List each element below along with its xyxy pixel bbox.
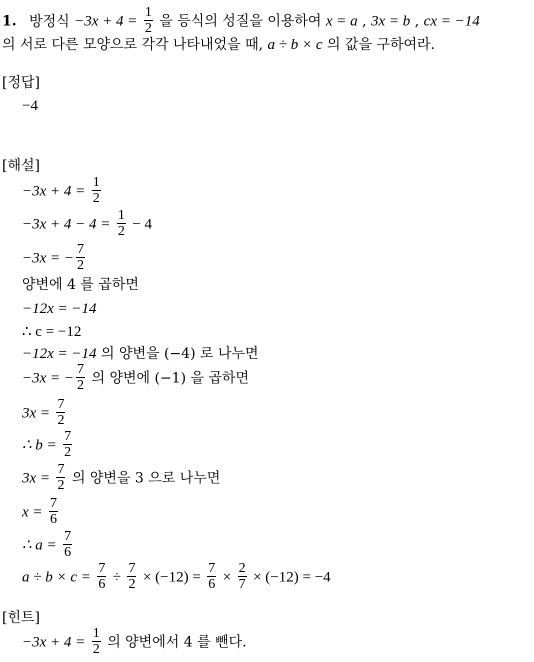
solution-label: [해설] bbox=[2, 158, 40, 174]
comma-1: , bbox=[362, 13, 367, 30]
hint-text: −3x + 4 = $\frac{1}{2}$ 의 양변에서 4 를 뺀다. bbox=[22, 626, 247, 657]
solution-step-3: −3x = − $\frac{7}{2}$ bbox=[22, 242, 85, 273]
problem-intro: 방정식 bbox=[29, 13, 70, 30]
problem-line2-end: 의 값을 구하여라. bbox=[326, 37, 436, 53]
solution-step-10: ∴ b = $\frac{7}{2}$ bbox=[22, 429, 72, 460]
comma-2: , bbox=[414, 13, 420, 30]
solution-step-1: −3x + 4 = $\frac{1}{2}$ bbox=[22, 175, 100, 206]
condition-3: cx = −14 bbox=[423, 13, 480, 30]
answer-value: −4 bbox=[22, 98, 38, 114]
solution-step-11: 3x = $\frac{7}{2}$ 의 양변을 3 으로 나누면 bbox=[22, 462, 221, 493]
solution-step-4: 양변에 4 를 곱하면 bbox=[22, 277, 139, 293]
hint-label: [힌트] bbox=[2, 610, 40, 626]
problem-line-1 bbox=[2, 6, 480, 37]
answer-label: [정답] bbox=[2, 75, 40, 91]
solution-step-6: ∴ c = −12 bbox=[22, 324, 82, 340]
problem-line2-text: 의 서로 다른 모양으로 각각 나타내었을 때, bbox=[2, 37, 264, 53]
condition-2: 3x = b bbox=[371, 13, 411, 30]
condition-1: x = a bbox=[325, 13, 358, 30]
solution-step-13: ∴ a = $\frac{7}{6}$ bbox=[22, 529, 72, 560]
problem-line-2 bbox=[2, 38, 435, 53]
solution-step-7: −12x = −14 의 양변을 (−4) 로 나누면 bbox=[22, 346, 259, 362]
solution-step-9: 3x = $\frac{7}{2}$ bbox=[22, 397, 65, 428]
problem-fraction: $\frac{1}{2}$ bbox=[144, 5, 152, 36]
solution-step-8: −3x = − $\frac{7}{2}$ 의 양변에 (−1) 을 곱하면 bbox=[22, 362, 250, 393]
solution-step-12: x = $\frac{7}{6}$ bbox=[22, 496, 57, 527]
solution-step-5: −12x = −14 bbox=[22, 301, 97, 317]
problem-equation-left: −3x + 4 = bbox=[74, 13, 138, 30]
problem-text: 을 등식의 성질을 이용하여 bbox=[159, 13, 322, 30]
solution-step-2: −3x + 4 − 4 = $\frac{1}{2}$ − 4 bbox=[22, 208, 153, 239]
solution-step-14: a ÷ b × c = $\frac{7}{6}$ ÷ $\frac{7}{2}$ × (−12) = $\frac{7}{6}$ × $\frac{2}{7}$ × (−12) = −4 bbox=[22, 561, 331, 592]
problem-expression: a ÷ b × c bbox=[267, 37, 323, 53]
problem-number: 1. bbox=[2, 13, 17, 30]
